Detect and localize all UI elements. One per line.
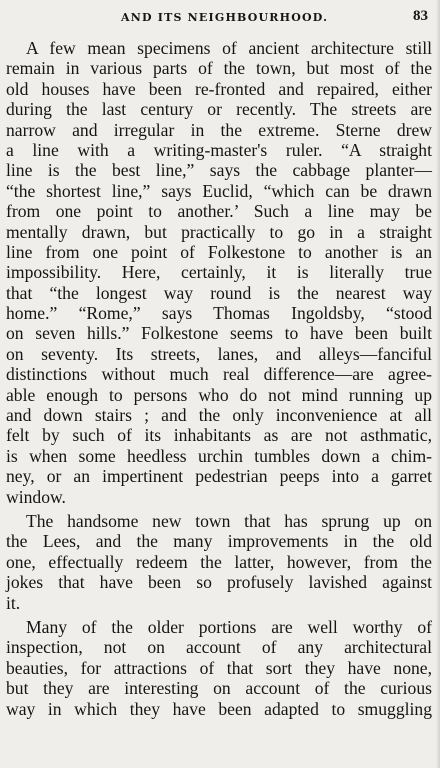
text-line: able enough to persons who do not mind running up [6, 384, 432, 405]
body-text [6, 38, 432, 719]
text-line: one, effectually redeem the latter, however, from the [6, 551, 432, 572]
text-line: old houses have been re-fronted and repaired, either [6, 78, 432, 99]
text-line: from one point to another.’ Such a line may be [6, 201, 432, 222]
page-edge-shadow [436, 0, 440, 768]
text-line: way in which they have been adapted to smuggling [6, 698, 432, 719]
running-head: AND ITS NEIGHBOURHOOD. [121, 11, 329, 24]
text-line: is when some heedless urchin tumbles down a chim- [6, 445, 432, 466]
text-line: distinctions without much real difference—are agree- [6, 364, 432, 385]
text-line: home.” “Rome,” says Thomas Ingoldsby, “stood [6, 303, 432, 324]
text-line: line from one point of Folkestone to another is an [6, 241, 432, 262]
text-line: mentally drawn, but practically to go in a straight [6, 221, 432, 242]
paragraph [6, 511, 432, 613]
text-line: a line with a writing-master's ruler. “A straight [6, 139, 432, 160]
text-line: on seven hills.” Folkestone seems to have been built [6, 323, 432, 344]
text-line: during the last century or recently. The streets are [6, 99, 432, 120]
text-line: beauties, for attractions of that sort they have none, [6, 657, 432, 678]
text-line: “the shortest line,” says Euclid, “which can be drawn [6, 180, 432, 201]
text-line: on seventy. Its streets, lanes, and alleys—fanciful [6, 343, 432, 364]
text-line: it. [6, 592, 21, 613]
text-line: remain in various parts of the town, but most of the [6, 58, 432, 79]
paragraph [6, 38, 432, 507]
text-line: but they are interesting on account of the curious [6, 678, 432, 699]
page-header [0, 8, 440, 28]
text-line: The handsome new town that has sprung up on [26, 510, 432, 531]
paragraph [6, 617, 432, 719]
text-line: A few mean specimens of ancient architecture still [26, 38, 432, 58]
text-line: that “the longest way round is the nearest way [6, 282, 432, 303]
text-line: impossibility. Here, certainly, it is literally true [6, 262, 432, 283]
text-line: the Lees, and the many improvements in the old [6, 531, 432, 552]
text-line: ney, or an impertinent pedestrian peeps into a garret [6, 466, 432, 487]
text-line: window. [6, 486, 66, 507]
page-number: 83 [413, 8, 428, 24]
text-line: narrow and irregular in the extreme. Sterne drew [6, 119, 432, 140]
text-line: jokes that have been so profusely lavished against [6, 572, 432, 593]
text-line: Many of the older portions are well worthy of [26, 616, 432, 637]
text-line: and down stairs ; and the only inconvenience at all [6, 405, 432, 426]
text-line: line is the best line,” says the cabbage planter— [6, 160, 432, 181]
text-line: felt by such of its inhabitants as are not asthmatic, [6, 425, 432, 446]
text-line: inspection, not on account of any architectural [6, 637, 432, 658]
